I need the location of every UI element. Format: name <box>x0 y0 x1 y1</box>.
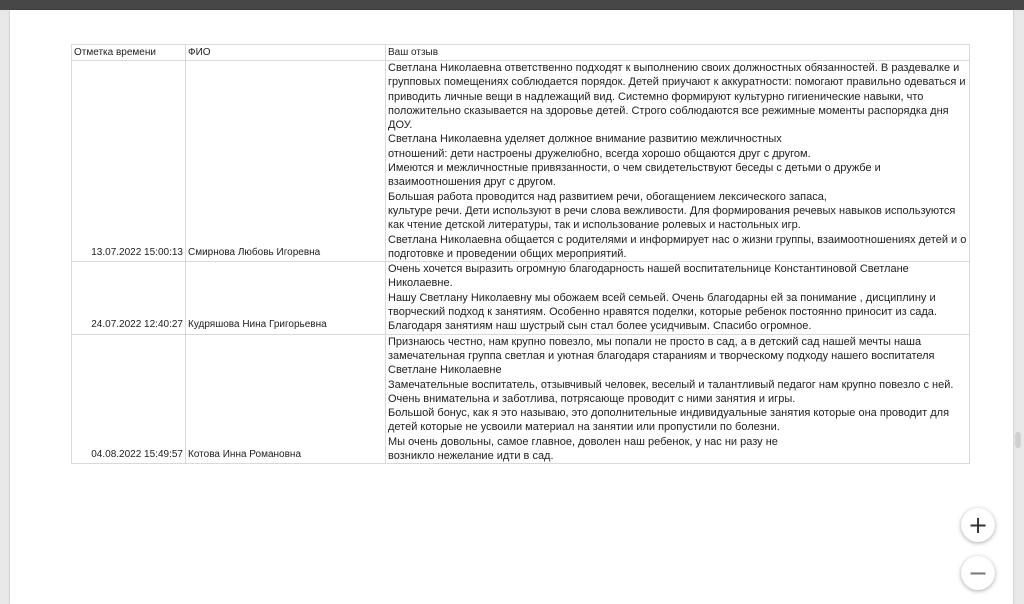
cell-review <box>386 262 970 334</box>
table-row <box>72 61 970 262</box>
review-paragraph: Замечательные воспитатель, отзывчивый человек, веселый и талантливый педагог нам крупно повезло с ней. Очень внимательна и заботлива, потрясающе проводит с ними занятия и игры. <box>388 378 954 405</box>
document-sheet <box>10 10 1013 604</box>
review-paragraph: Светлана Николаевна общается с родителями и информирует нас о жизни группы, взаимоотношениях детей и о подготовке и проведении общих мероприятий. <box>388 233 967 260</box>
review-paragraph: Светлана Николаевна ответственно подходят к выполнению своих должностных обязанностей. В раздевалке и групповых помещениях соблюдается порядок. Детей приучают к аккуратности: помогают правильно одеваться и приводить личные вещи в надлежащий вид. Системно формируют культурно гигиенические навыки, что положительно сказывается на здоровье детей. Строго соблюдаются все режимные моменты распорядка дня ДОУ. <box>388 62 966 132</box>
table-row <box>72 334 970 464</box>
responses-table <box>71 44 970 464</box>
table-header-row <box>72 45 970 61</box>
cell-review <box>386 334 970 464</box>
header-timestamp: Отметка времени <box>72 45 186 61</box>
review-paragraph: Признаюсь честно, нам крупно повезло, мы попали не просто в сад, а в детский сад нашей мечты наша замечательная группа светлая и уютная благодаря стараниям и творческому подходу нашего воспитателя Светлане Николаевне <box>388 335 935 377</box>
cell-name: Кудряшова Нина Григорьевна <box>186 262 386 334</box>
zoom-out-button[interactable]: − <box>961 556 995 590</box>
table-row <box>72 262 970 334</box>
review-paragraph: Большой бонус, как я это называю, это дополнительные индивидуальные занятия которые она проводит для детей которые не усвоили материал на занятии или пропустили по болезни. <box>388 407 950 434</box>
review-paragraph: Нашу Светлану Николаевну мы обожаем всей семьей. Очень благодарны ей за понимание , дисциплину и творческий подход к занятиям. Особенно нравятся поделки, которые ребенок постоянно приносит из сада. Благодаря занятиям наш шустрый сын стал более усидчивым. Спасибо огромное. <box>388 291 937 333</box>
scrollbar-thumb[interactable] <box>1015 432 1021 448</box>
cell-timestamp: 04.08.2022 15:49:57 <box>72 334 186 464</box>
cell-review <box>386 61 970 262</box>
window-top-bar <box>0 0 1024 10</box>
review-paragraph: Очень хочется выразить огромную благодарность нашей воспитательнице Константиновой Светлане Николаевне. <box>388 263 909 290</box>
cell-name: Смирнова Любовь Игоревна <box>186 61 386 262</box>
review-paragraph: Мы очень довольны, самое главное, доволен наш ребенок, у нас ни разу не <box>388 435 778 448</box>
review-paragraph: возникло нежелание идти в сад. <box>388 450 554 463</box>
header-review: Ваш отзыв <box>386 45 970 61</box>
header-name: ФИО <box>186 45 386 61</box>
review-paragraph: Большая работа проводится над развитием речи, обогащением лексического запаса, <box>388 190 827 203</box>
zoom-in-button[interactable]: + <box>961 508 995 542</box>
review-paragraph: Имеются и межличностные привязанности, о чем свидетельствуют беседы с детьми о дружбе и взаимоотношения друг с другом. <box>388 162 881 189</box>
review-paragraph: Светлана Николаевна уделяет должное внимание развитию межличностных <box>388 133 782 146</box>
review-paragraph: отношений: дети настроены дружелюбно, всегда хорошо общаются друг с другом. <box>388 147 811 160</box>
cell-name: Котова Инна Романовна <box>186 334 386 464</box>
cell-timestamp: 13.07.2022 15:00:13 <box>72 61 186 262</box>
review-paragraph: культуре речи. Дети используют в речи слова вежливости. Для формирования речевых навыков используются как чтение детской литературы, так и использование ролевых и настольных игр. <box>388 204 956 232</box>
cell-timestamp: 24.07.2022 12:40:27 <box>72 262 186 334</box>
